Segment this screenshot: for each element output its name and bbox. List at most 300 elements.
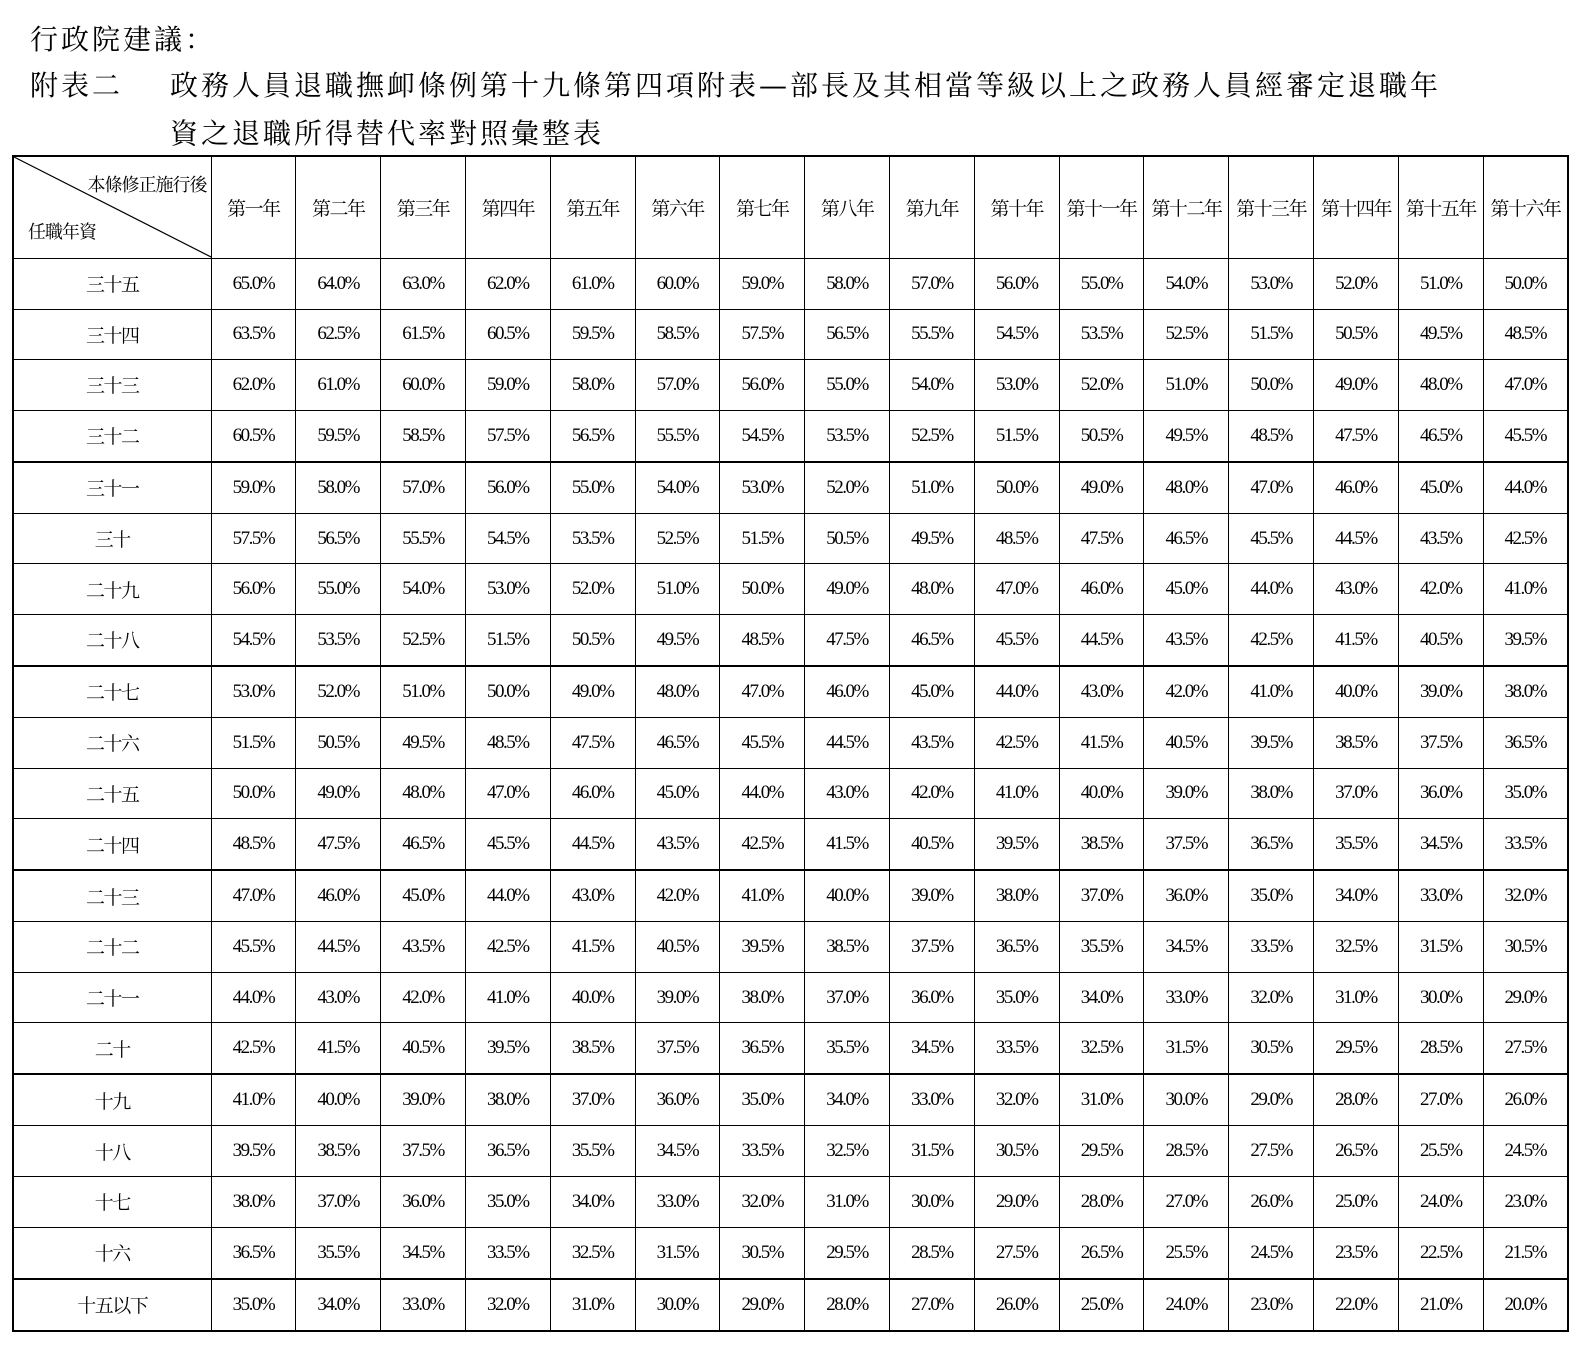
rate-cell: 29.5% <box>1059 1126 1144 1177</box>
rate-cell: 38.0% <box>211 1176 296 1227</box>
rate-cell: 55.0% <box>805 360 890 411</box>
rate-cell: 38.5% <box>1314 717 1399 768</box>
rate-cell: 65.0% <box>211 259 296 310</box>
rate-cell: 48.5% <box>211 819 296 871</box>
rate-cell: 39.0% <box>1144 768 1229 819</box>
rate-cell: 54.0% <box>381 564 466 615</box>
row-label-service-years: 三十三 <box>13 360 211 411</box>
rate-cell: 43.5% <box>635 819 720 871</box>
table-row <box>13 309 1568 360</box>
rate-cell: 30.5% <box>1229 1023 1314 1075</box>
rate-cell: 55.0% <box>296 564 381 615</box>
rate-cell: 48.0% <box>635 666 720 718</box>
column-header: 第十四年 <box>1314 156 1399 259</box>
rate-cell: 60.0% <box>381 360 466 411</box>
rate-cell: 42.5% <box>974 717 1059 768</box>
rate-cell: 54.0% <box>890 360 975 411</box>
rate-cell: 38.5% <box>550 1023 635 1075</box>
rate-cell: 41.5% <box>1314 614 1399 666</box>
rate-cell: 50.0% <box>720 564 805 615</box>
rate-cell: 55.0% <box>550 462 635 514</box>
rate-cell: 37.5% <box>1144 819 1229 871</box>
row-label-service-years: 二十四 <box>13 819 211 871</box>
rate-cell: 51.5% <box>974 410 1059 462</box>
rate-cell: 46.0% <box>1059 564 1144 615</box>
rate-cell: 34.0% <box>550 1176 635 1227</box>
rate-cell: 31.0% <box>550 1279 635 1331</box>
rate-cell: 36.0% <box>1398 768 1483 819</box>
rate-cell: 31.5% <box>1398 922 1483 973</box>
rate-cell: 54.5% <box>974 309 1059 360</box>
rate-cell: 51.5% <box>1229 309 1314 360</box>
rate-cell: 38.5% <box>1059 819 1144 871</box>
rate-cell: 36.5% <box>720 1023 805 1075</box>
row-label-service-years: 二十八 <box>13 614 211 666</box>
rate-cell: 40.0% <box>1059 768 1144 819</box>
rate-cell: 48.5% <box>1483 309 1568 360</box>
rate-cell: 41.0% <box>974 768 1059 819</box>
rate-cell: 30.0% <box>1398 972 1483 1023</box>
row-label-service-years: 二十六 <box>13 717 211 768</box>
rate-cell: 41.5% <box>805 819 890 871</box>
rate-cell: 34.0% <box>1314 870 1399 922</box>
rate-cell: 57.0% <box>890 259 975 310</box>
rate-cell: 51.5% <box>465 614 550 666</box>
rate-cell: 38.5% <box>805 922 890 973</box>
rate-cell: 64.0% <box>296 259 381 310</box>
rate-cell: 45.0% <box>381 870 466 922</box>
rate-cell: 27.5% <box>974 1227 1059 1279</box>
rate-cell: 37.5% <box>635 1023 720 1075</box>
rate-cell: 34.0% <box>805 1074 890 1126</box>
rate-cell: 39.5% <box>1483 614 1568 666</box>
rate-cell: 37.0% <box>296 1176 381 1227</box>
rate-cell: 32.5% <box>805 1126 890 1177</box>
rate-cell: 43.0% <box>1059 666 1144 718</box>
table-row <box>13 360 1568 411</box>
rate-cell: 52.5% <box>890 410 975 462</box>
rate-cell: 62.5% <box>296 309 381 360</box>
rate-cell: 36.0% <box>1144 870 1229 922</box>
rate-cell: 45.5% <box>211 922 296 973</box>
rate-cell: 41.0% <box>1483 564 1568 615</box>
rate-cell: 37.0% <box>805 972 890 1023</box>
rate-cell: 29.5% <box>1314 1023 1399 1075</box>
rate-cell: 59.0% <box>720 259 805 310</box>
table-row <box>13 462 1568 514</box>
rate-cell: 58.5% <box>635 309 720 360</box>
corner-header-cell <box>13 156 211 259</box>
rate-cell: 39.5% <box>465 1023 550 1075</box>
rate-cell: 32.0% <box>720 1176 805 1227</box>
rate-cell: 40.0% <box>296 1074 381 1126</box>
rate-cell: 53.0% <box>974 360 1059 411</box>
rate-cell: 53.5% <box>805 410 890 462</box>
row-label-service-years: 三十一 <box>13 462 211 514</box>
rate-cell: 47.0% <box>720 666 805 718</box>
rate-cell: 21.5% <box>1483 1227 1568 1279</box>
rate-cell: 40.5% <box>1144 717 1229 768</box>
rate-cell: 35.0% <box>974 972 1059 1023</box>
table-row <box>13 666 1568 718</box>
rate-cell: 60.5% <box>211 410 296 462</box>
rate-cell: 52.0% <box>550 564 635 615</box>
rate-cell: 52.5% <box>381 614 466 666</box>
rate-cell: 28.5% <box>1398 1023 1483 1075</box>
column-header: 第十二年 <box>1144 156 1229 259</box>
rate-cell: 31.0% <box>1059 1074 1144 1126</box>
rate-cell: 24.0% <box>1398 1176 1483 1227</box>
rate-cell: 38.0% <box>1483 666 1568 718</box>
rate-cell: 44.0% <box>465 870 550 922</box>
rate-cell: 25.5% <box>1144 1227 1229 1279</box>
rate-cell: 45.0% <box>1398 462 1483 514</box>
row-label-service-years: 三十二 <box>13 410 211 462</box>
rate-cell: 43.5% <box>1398 513 1483 564</box>
rate-cell: 49.0% <box>1059 462 1144 514</box>
rate-cell: 49.0% <box>550 666 635 718</box>
rate-cell: 20.0% <box>1483 1279 1568 1331</box>
rate-cell: 51.0% <box>1398 259 1483 310</box>
rate-cell: 26.0% <box>974 1279 1059 1331</box>
rate-cell: 42.0% <box>635 870 720 922</box>
rate-cell: 26.0% <box>1229 1176 1314 1227</box>
rate-cell: 49.5% <box>635 614 720 666</box>
column-header: 第一年 <box>211 156 296 259</box>
rate-cell: 58.0% <box>805 259 890 310</box>
rate-cell: 44.5% <box>1314 513 1399 564</box>
rate-cell: 47.5% <box>1059 513 1144 564</box>
rate-cell: 40.5% <box>635 922 720 973</box>
rate-cell: 42.5% <box>720 819 805 871</box>
rate-cell: 56.0% <box>211 564 296 615</box>
column-header: 第八年 <box>805 156 890 259</box>
rate-cell: 52.5% <box>635 513 720 564</box>
rate-cell: 50.5% <box>805 513 890 564</box>
rate-cell: 45.5% <box>974 614 1059 666</box>
rate-cell: 57.5% <box>211 513 296 564</box>
rate-cell: 28.0% <box>1314 1074 1399 1126</box>
rate-cell: 44.5% <box>1059 614 1144 666</box>
rate-cell: 48.0% <box>890 564 975 615</box>
table-title-line2: 資之退職所得替代率對照彙整表 <box>170 117 605 150</box>
rate-cell: 34.5% <box>635 1126 720 1177</box>
rate-cell: 54.5% <box>211 614 296 666</box>
rate-cell: 24.5% <box>1483 1126 1568 1177</box>
rate-cell: 38.5% <box>296 1126 381 1177</box>
rate-cell: 45.0% <box>635 768 720 819</box>
rate-cell: 50.0% <box>211 768 296 819</box>
rate-cell: 43.0% <box>550 870 635 922</box>
rate-cell: 47.5% <box>550 717 635 768</box>
rate-cell: 31.5% <box>635 1227 720 1279</box>
rate-cell: 41.0% <box>1229 666 1314 718</box>
rate-cell: 57.0% <box>635 360 720 411</box>
table-body <box>13 259 1568 1332</box>
rate-cell: 37.0% <box>1314 768 1399 819</box>
table-row <box>13 1023 1568 1075</box>
rate-cell: 23.0% <box>1483 1176 1568 1227</box>
rate-cell: 41.5% <box>1059 717 1144 768</box>
rate-cell: 35.0% <box>1229 870 1314 922</box>
rate-cell: 43.5% <box>1144 614 1229 666</box>
rate-cell: 52.0% <box>805 462 890 514</box>
rate-cell: 59.0% <box>211 462 296 514</box>
rate-cell: 47.5% <box>805 614 890 666</box>
rate-cell: 27.0% <box>890 1279 975 1331</box>
rate-cell: 43.0% <box>805 768 890 819</box>
rate-cell: 46.5% <box>381 819 466 871</box>
rate-cell: 33.0% <box>1144 972 1229 1023</box>
rate-cell: 24.5% <box>1229 1227 1314 1279</box>
rate-cell: 50.5% <box>1059 410 1144 462</box>
rate-cell: 58.5% <box>381 410 466 462</box>
replacement-rate-table <box>12 155 1569 1332</box>
rate-cell: 54.5% <box>465 513 550 564</box>
table-row <box>13 717 1568 768</box>
table-row <box>13 564 1568 615</box>
rate-cell: 39.5% <box>974 819 1059 871</box>
column-header: 第十六年 <box>1483 156 1568 259</box>
rate-cell: 61.0% <box>296 360 381 411</box>
rate-cell: 48.5% <box>974 513 1059 564</box>
rate-cell: 58.0% <box>296 462 381 514</box>
rate-cell: 46.0% <box>296 870 381 922</box>
row-label-service-years: 二十五 <box>13 768 211 819</box>
rate-cell: 48.0% <box>1398 360 1483 411</box>
corner-top-label: 本條修正施行後 <box>87 175 207 195</box>
rate-cell: 37.0% <box>1059 870 1144 922</box>
rate-cell: 50.5% <box>550 614 635 666</box>
row-label-service-years: 十八 <box>13 1126 211 1177</box>
rate-cell: 33.0% <box>381 1279 466 1331</box>
rate-cell: 45.5% <box>1229 513 1314 564</box>
rate-cell: 30.5% <box>720 1227 805 1279</box>
rate-cell: 53.0% <box>211 666 296 718</box>
rate-cell: 26.5% <box>1314 1126 1399 1177</box>
rate-cell: 49.0% <box>805 564 890 615</box>
rate-cell: 41.0% <box>720 870 805 922</box>
rate-cell: 34.5% <box>381 1227 466 1279</box>
rate-cell: 30.0% <box>890 1176 975 1227</box>
column-header: 第二年 <box>296 156 381 259</box>
rate-cell: 59.5% <box>550 309 635 360</box>
rate-cell: 56.5% <box>296 513 381 564</box>
rate-cell: 47.0% <box>1483 360 1568 411</box>
rate-cell: 53.0% <box>1229 259 1314 310</box>
rate-cell: 48.5% <box>720 614 805 666</box>
rate-cell: 46.0% <box>1314 462 1399 514</box>
rate-cell: 40.0% <box>805 870 890 922</box>
rate-cell: 48.5% <box>465 717 550 768</box>
rate-cell: 42.5% <box>465 922 550 973</box>
rate-cell: 32.0% <box>465 1279 550 1331</box>
rate-cell: 41.0% <box>465 972 550 1023</box>
rate-cell: 39.0% <box>635 972 720 1023</box>
table-row <box>13 1126 1568 1177</box>
rate-cell: 36.0% <box>381 1176 466 1227</box>
table-row <box>13 1176 1568 1227</box>
column-header: 第十年 <box>974 156 1059 259</box>
rate-cell: 52.5% <box>1144 309 1229 360</box>
rate-cell: 37.0% <box>550 1074 635 1126</box>
rate-cell: 42.0% <box>1144 666 1229 718</box>
column-header: 第十五年 <box>1398 156 1483 259</box>
table-row <box>13 410 1568 462</box>
rate-cell: 50.0% <box>465 666 550 718</box>
rate-cell: 34.5% <box>1398 819 1483 871</box>
rate-cell: 33.0% <box>635 1176 720 1227</box>
rate-cell: 22.0% <box>1314 1279 1399 1331</box>
rate-cell: 47.0% <box>1229 462 1314 514</box>
column-header: 第十一年 <box>1059 156 1144 259</box>
rate-cell: 49.0% <box>1314 360 1399 411</box>
rate-cell: 35.0% <box>211 1279 296 1331</box>
rate-cell: 54.5% <box>720 410 805 462</box>
rate-cell: 41.5% <box>296 1023 381 1075</box>
rate-cell: 55.5% <box>890 309 975 360</box>
table-row <box>13 259 1568 310</box>
rate-cell: 39.0% <box>1398 666 1483 718</box>
rate-cell: 23.0% <box>1229 1279 1314 1331</box>
rate-cell: 30.5% <box>1483 922 1568 973</box>
rate-cell: 30.0% <box>635 1279 720 1331</box>
rate-cell: 39.5% <box>211 1126 296 1177</box>
rate-cell: 42.0% <box>381 972 466 1023</box>
rate-cell: 49.0% <box>296 768 381 819</box>
rate-cell: 28.0% <box>1059 1176 1144 1227</box>
rate-cell: 46.0% <box>550 768 635 819</box>
rate-cell: 47.5% <box>296 819 381 871</box>
rate-cell: 56.5% <box>805 309 890 360</box>
rate-cell: 29.0% <box>974 1176 1059 1227</box>
table-row <box>13 870 1568 922</box>
rate-cell: 47.0% <box>211 870 296 922</box>
rate-cell: 22.5% <box>1398 1227 1483 1279</box>
rate-cell: 57.5% <box>720 309 805 360</box>
rate-cell: 45.0% <box>890 666 975 718</box>
rate-cell: 50.0% <box>1483 259 1568 310</box>
rate-cell: 21.0% <box>1398 1279 1483 1331</box>
rate-cell: 38.0% <box>974 870 1059 922</box>
table-row <box>13 922 1568 973</box>
rate-cell: 45.5% <box>720 717 805 768</box>
rate-cell: 51.0% <box>635 564 720 615</box>
rate-cell: 42.0% <box>890 768 975 819</box>
rate-cell: 43.5% <box>381 922 466 973</box>
row-label-service-years: 十五以下 <box>13 1279 211 1331</box>
rate-cell: 48.5% <box>1229 410 1314 462</box>
rate-cell: 39.5% <box>1229 717 1314 768</box>
rate-cell: 35.5% <box>296 1227 381 1279</box>
rate-cell: 35.0% <box>720 1074 805 1126</box>
rate-cell: 32.0% <box>1229 972 1314 1023</box>
rate-cell: 46.5% <box>1144 513 1229 564</box>
rate-cell: 36.5% <box>465 1126 550 1177</box>
rate-cell: 58.0% <box>550 360 635 411</box>
rate-cell: 24.0% <box>1144 1279 1229 1331</box>
rate-cell: 30.0% <box>1144 1074 1229 1126</box>
rate-cell: 32.0% <box>1483 870 1568 922</box>
rate-cell: 39.0% <box>381 1074 466 1126</box>
rate-cell: 39.0% <box>890 870 975 922</box>
rate-cell: 46.5% <box>1398 410 1483 462</box>
rate-cell: 45.0% <box>1144 564 1229 615</box>
rate-cell: 25.0% <box>1314 1176 1399 1227</box>
table-row <box>13 513 1568 564</box>
rate-cell: 35.5% <box>550 1126 635 1177</box>
rate-cell: 49.5% <box>1398 309 1483 360</box>
rate-cell: 54.0% <box>1144 259 1229 310</box>
rate-cell: 52.0% <box>296 666 381 718</box>
rate-cell: 26.5% <box>1059 1227 1144 1279</box>
rate-cell: 53.0% <box>720 462 805 514</box>
rate-cell: 55.0% <box>1059 259 1144 310</box>
column-header: 第六年 <box>635 156 720 259</box>
table-row <box>13 1279 1568 1331</box>
document-heading: 行政院建議： <box>30 23 217 56</box>
rate-cell: 45.5% <box>1483 410 1568 462</box>
rate-cell: 35.5% <box>1059 922 1144 973</box>
rate-cell: 33.5% <box>1483 819 1568 871</box>
rate-cell: 42.5% <box>1483 513 1568 564</box>
rate-cell: 34.5% <box>1144 922 1229 973</box>
rate-cell: 31.5% <box>1144 1023 1229 1075</box>
rate-cell: 34.0% <box>1059 972 1144 1023</box>
rate-cell: 57.0% <box>381 462 466 514</box>
rate-cell: 40.0% <box>550 972 635 1023</box>
rate-cell: 26.0% <box>1483 1074 1568 1126</box>
rate-cell: 41.0% <box>211 1074 296 1126</box>
row-label-service-years: 三十五 <box>13 259 211 310</box>
rate-cell: 43.0% <box>1314 564 1399 615</box>
rate-cell: 42.5% <box>1229 614 1314 666</box>
rate-cell: 51.5% <box>211 717 296 768</box>
rate-cell: 40.5% <box>1398 614 1483 666</box>
rate-cell: 38.0% <box>720 972 805 1023</box>
rate-cell: 33.5% <box>720 1126 805 1177</box>
rate-cell: 33.0% <box>890 1074 975 1126</box>
rate-cell: 51.0% <box>1144 360 1229 411</box>
rate-cell: 27.5% <box>1483 1023 1568 1075</box>
rate-cell: 39.5% <box>720 922 805 973</box>
rate-cell: 50.5% <box>1314 309 1399 360</box>
rate-cell: 37.5% <box>381 1126 466 1177</box>
column-header: 第十三年 <box>1229 156 1314 259</box>
rate-cell: 60.5% <box>465 309 550 360</box>
row-label-service-years: 十九 <box>13 1074 211 1126</box>
rate-cell: 36.5% <box>1483 717 1568 768</box>
rate-cell: 47.0% <box>974 564 1059 615</box>
rate-cell: 59.0% <box>465 360 550 411</box>
rate-cell: 32.5% <box>1314 922 1399 973</box>
rate-cell: 28.5% <box>890 1227 975 1279</box>
rate-cell: 53.0% <box>465 564 550 615</box>
rate-cell: 35.5% <box>805 1023 890 1075</box>
rate-cell: 44.0% <box>974 666 1059 718</box>
rate-cell: 25.5% <box>1398 1126 1483 1177</box>
rate-cell: 40.5% <box>890 819 975 871</box>
rate-cell: 30.5% <box>974 1126 1059 1177</box>
rate-cell: 33.0% <box>1398 870 1483 922</box>
rate-cell: 56.0% <box>465 462 550 514</box>
rate-cell: 43.0% <box>296 972 381 1023</box>
rate-cell: 44.5% <box>805 717 890 768</box>
row-label-service-years: 二十 <box>13 1023 211 1075</box>
rate-cell: 51.0% <box>381 666 466 718</box>
rate-cell: 45.5% <box>465 819 550 871</box>
rate-cell: 46.5% <box>635 717 720 768</box>
